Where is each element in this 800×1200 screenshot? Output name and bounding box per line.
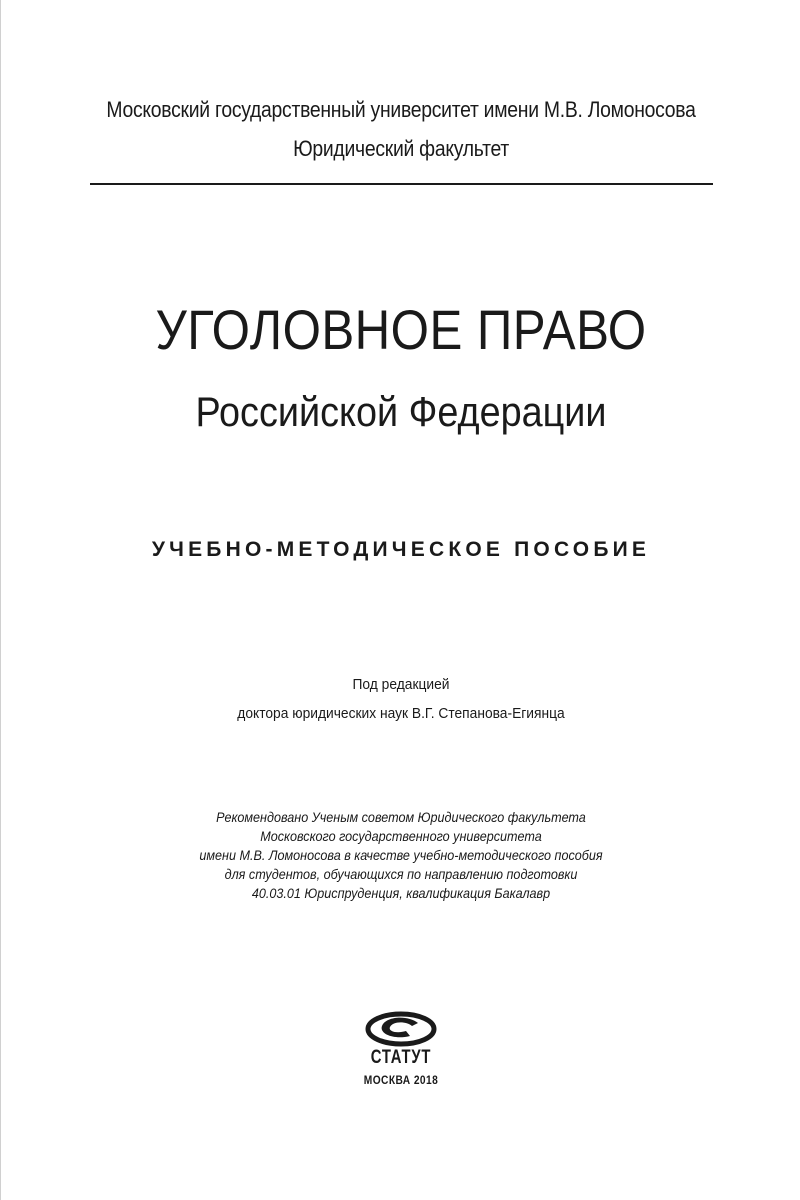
recommendation-line: 40.03.01 Юриспруденция, квалификация Бакалавр (251, 885, 551, 901)
recommendation-line: Рекомендовано Ученым советом Юридического факультета (216, 809, 586, 825)
book-title: УГОЛОВНОЕ ПРАВО (155, 298, 647, 361)
publisher-city-year: МОСКВА 2018 (363, 1073, 439, 1087)
book-subtitle: Российской Федерации (195, 388, 607, 435)
publication-type: УЧЕБНО-МЕТОДИЧЕСКОЕ ПОСОБИЕ (151, 538, 651, 561)
recommendation-line: для студентов, обучающихся по направлению подготовки (224, 866, 578, 882)
recommendation-line: Московского государственного университета (260, 828, 542, 844)
editor-label: Под редакцией (352, 676, 450, 693)
editor-name: доктора юридических наук В.Г. Степанова-Егиянца (237, 705, 565, 722)
publisher-name: СТАТУТ (370, 1047, 432, 1068)
faculty-name: Юридический факультет (293, 136, 509, 161)
header-divider (90, 183, 713, 185)
institution-name: Московский государственный университет имени М.В. Ломоносова (106, 97, 696, 122)
recommendation-line: имени М.В. Ломоносова в качестве учебно-методического пособия (199, 847, 603, 863)
